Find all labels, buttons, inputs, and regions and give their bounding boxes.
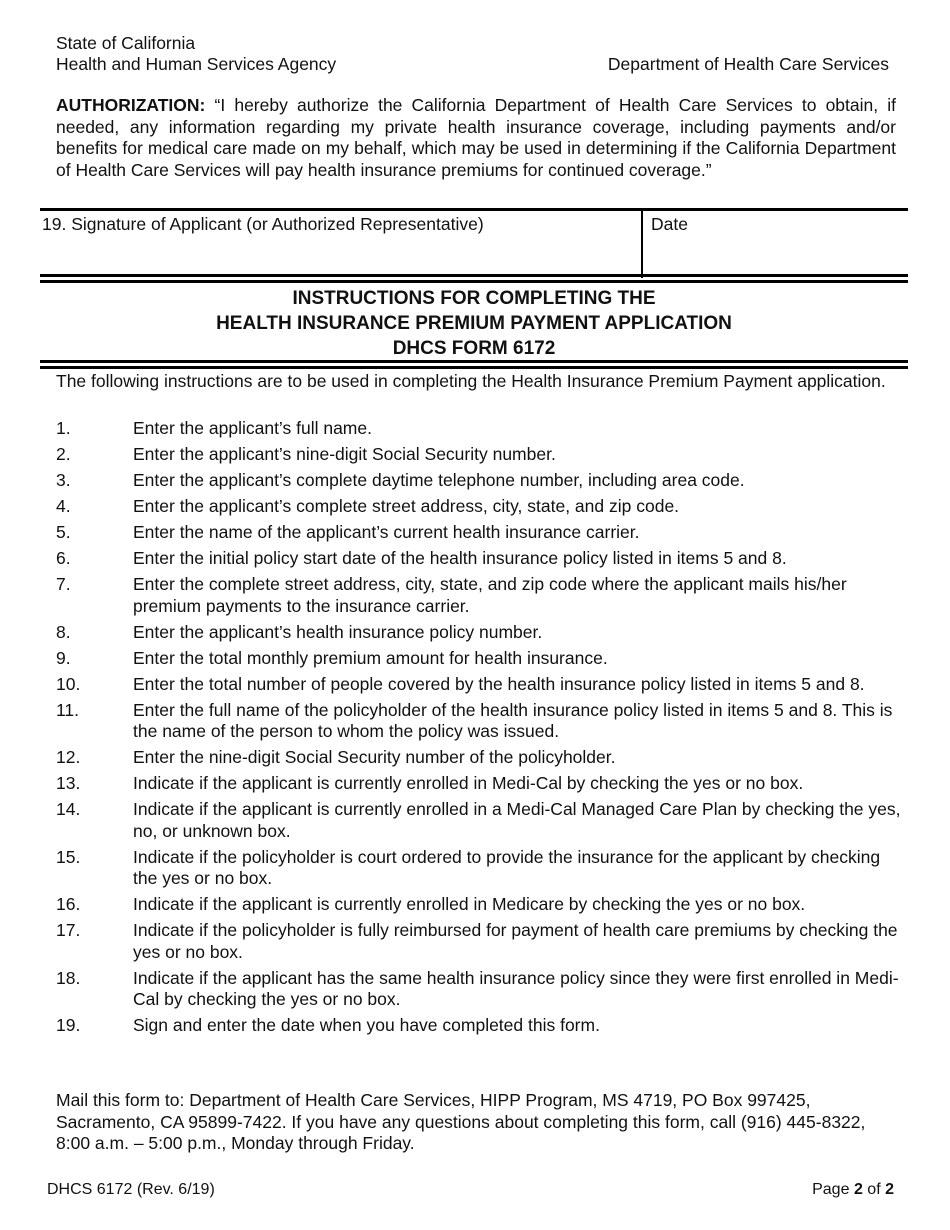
instruction-step-number: 18. (56, 967, 81, 988)
authorization-text: “I hereby authorize the California Department of Health Care Services to obtain, if needed, any information regarding my private health insurance coverage, including payments and/or benefits for medical care made on my behalf, which may be used in determining if the California Department of Health Care Services will pay health insurance premiums for continued coverage.” (56, 95, 896, 180)
instruction-step-text: Enter the initial policy start date of the health insurance policy listed in items 5 and 8. (133, 548, 787, 568)
instruction-step-number: 7. (56, 574, 71, 594)
instruction-step-number: 8. (56, 621, 71, 642)
divider-rule (40, 360, 908, 363)
state-name: State of California (56, 33, 196, 53)
divider-rule (40, 274, 908, 277)
instruction-step-text: Enter the full name of the policyholder of the health insurance policy listed in items 5 and 8. This is the name of the person to whom the policy was issued. (133, 699, 893, 741)
mailing-instructions: Mail this form to: Department of Health Care Services, HIPP Program, MS 4719, PO Box 997425, Sacramento, CA 95899-7422. If you have any questions about completing this form, call (916) 445-8322, 8:00 a.m. – 5:00 p.m., Monday through Friday. (56, 1090, 866, 1153)
authorization-label: AUTHORIZATION: (56, 95, 206, 115)
instruction-step-text: Enter the total number of people covered by the health insurance policy listed in items 5 and 8. (133, 673, 865, 694)
instruction-step (56, 799, 906, 842)
instruction-step-text: Sign and enter the date when you have completed this form. (133, 1015, 600, 1035)
instruction-step-text: Indicate if the policyholder is court ordered to provide the insurance for the applicant by checking the yes or no box. (133, 846, 881, 888)
instruction-step-number: 11. (56, 699, 80, 720)
instruction-step-text: Enter the applicant’s complete daytime telephone number, including area code. (133, 470, 745, 490)
instruction-step (56, 548, 906, 570)
instructions-title (40, 286, 908, 361)
department-name: Department of Health Care Services (607, 54, 889, 74)
page-total: 2 (885, 1181, 894, 1198)
authorization-paragraph (56, 95, 896, 181)
instruction-step (56, 444, 906, 466)
page-number (812, 1181, 894, 1199)
instruction-step-number: 1. (56, 418, 71, 438)
instruction-step (56, 674, 906, 696)
instruction-step-number: 12. (56, 747, 81, 767)
instructions-title-line2: HEALTH INSURANCE PREMIUM PAYMENT APPLICATION (216, 313, 732, 334)
instruction-step-number: 14. (56, 799, 81, 819)
instruction-step-number: 6. (56, 548, 71, 568)
instruction-step (56, 920, 906, 963)
instruction-step (56, 418, 906, 440)
form-id: DHCS 6172 (Rev. 6/19) (47, 1181, 215, 1198)
signature-section (40, 208, 908, 278)
instruction-step-number: 4. (56, 496, 71, 516)
instruction-step-number: 10. (56, 673, 81, 694)
instruction-step-number: 13. (56, 773, 81, 793)
instruction-step-number: 16. (56, 894, 81, 914)
instruction-step-number: 17. (56, 920, 81, 940)
instructions-intro: The following instructions are to be used in completing the Health Insurance Premium Payment application. (56, 371, 886, 391)
divider-rule (40, 366, 908, 369)
instruction-step-text: Enter the applicant’s full name. (133, 418, 372, 438)
instruction-step (56, 1015, 906, 1037)
instruction-step-text: Enter the applicant’s complete street address, city, state, and zip code. (133, 496, 680, 516)
page-prefix: Page (812, 1181, 850, 1198)
instruction-step-text: Enter the nine-digit Social Security number of the policyholder. (133, 747, 616, 767)
signature-divider (641, 211, 643, 278)
signature-field-label: 19. Signature of Applicant (or Authorized Representative) (42, 214, 484, 234)
instruction-step-number: 15. (56, 846, 81, 867)
agency-name: Health and Human Services Agency (56, 54, 337, 74)
page-of: of (867, 1181, 881, 1198)
instruction-step-text: Indicate if the policyholder is fully reimbursed for payment of health care premiums by checking the yes or no box. (133, 920, 898, 962)
instruction-step (56, 648, 906, 670)
instruction-step-number: 3. (56, 470, 71, 490)
instruction-step-number: 19. (56, 1015, 81, 1035)
instruction-step-text: Indicate if the applicant is currently enrolled in a Medi-Cal Managed Care Plan by checking the yes, no, or unknown box. (133, 799, 901, 841)
instruction-step-text: Enter the complete street address, city, state, and zip code where the applicant mails his/her premium payments to the insurance carrier. (133, 574, 847, 616)
instructions-title-line3: DHCS FORM 6172 (392, 338, 556, 359)
instruction-step-number: 9. (56, 647, 71, 668)
instruction-step (56, 470, 906, 492)
date-field-label: Date (651, 214, 688, 234)
instruction-step-number: 5. (56, 522, 71, 542)
instruction-step (56, 496, 906, 518)
instruction-step-text: Enter the name of the applicant’s current health insurance carrier. (133, 522, 640, 542)
page-current: 2 (853, 1181, 863, 1198)
instructions-list (56, 418, 906, 1041)
instruction-step-number: 2. (56, 444, 71, 464)
instruction-step (56, 622, 906, 644)
instruction-step (56, 847, 906, 890)
instruction-step-text: Enter the applicant’s health insurance policy number. (133, 621, 543, 642)
instruction-step-text: Indicate if the applicant is currently enrolled in Medi-Cal by checking the yes or no box. (133, 773, 804, 793)
instruction-step (56, 773, 906, 795)
instruction-step-text: Indicate if the applicant has the same health insurance policy since they were first enrolled in Medi-Cal by checking the yes or no box. (133, 967, 899, 1009)
instruction-step (56, 700, 906, 743)
instruction-step (56, 574, 906, 617)
instructions-title-line1: INSTRUCTIONS FOR COMPLETING THE (292, 288, 656, 309)
instruction-step (56, 894, 906, 916)
instruction-step-text: Indicate if the applicant is currently enrolled in Medicare by checking the yes or no box. (133, 894, 806, 914)
header-left (56, 33, 336, 75)
instruction-step (56, 968, 906, 1011)
instruction-step-text: Enter the applicant’s nine-digit Social Security number. (133, 444, 556, 464)
instruction-step-text: Enter the total monthly premium amount for health insurance. (133, 647, 608, 668)
instruction-step (56, 747, 906, 769)
divider-rule (40, 280, 908, 283)
instruction-step (56, 522, 906, 544)
